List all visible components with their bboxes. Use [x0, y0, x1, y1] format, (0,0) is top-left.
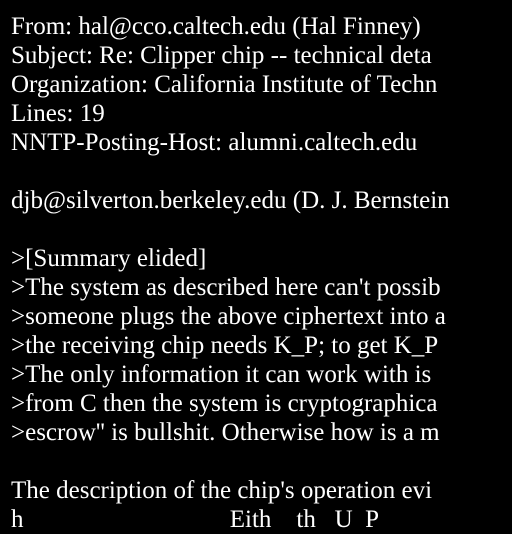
header-nntp-host: NNTP-Posting-Host: alumni.caltech.edu	[11, 129, 418, 156]
quoted-line: >escrow'' is bullshit. Otherwise how is a m	[11, 419, 440, 446]
header-lines: Lines: 19	[11, 100, 105, 127]
body-line-partial: h Eith th U P	[11, 506, 380, 533]
quoted-line: >[Summary elided]	[11, 245, 207, 272]
attribution-line: djb@silverton.berkeley.edu (D. J. Bernstein	[11, 187, 450, 214]
body-line: The description of the chip's operation evi	[11, 477, 433, 504]
header-from: From: hal@cco.caltech.edu (Hal Finney)	[11, 13, 421, 40]
blank-line	[11, 157, 450, 186]
quoted-line: >The system as described here can't possib	[11, 274, 441, 301]
message-body	[11, 12, 450, 534]
blank-line	[11, 215, 450, 244]
quoted-line: >The only information it can work with is	[11, 361, 432, 388]
header-organization: Organization: California Institute of Techn	[11, 71, 438, 98]
quoted-line: >the receiving chip needs K_P; to get K_P	[11, 332, 439, 359]
blank-line	[11, 447, 450, 476]
header-subject: Subject: Re: Clipper chip -- technical deta	[11, 42, 432, 69]
quoted-line: >someone plugs the above ciphertext into a	[11, 303, 446, 330]
quoted-line: >from C then the system is cryptographica	[11, 390, 438, 417]
